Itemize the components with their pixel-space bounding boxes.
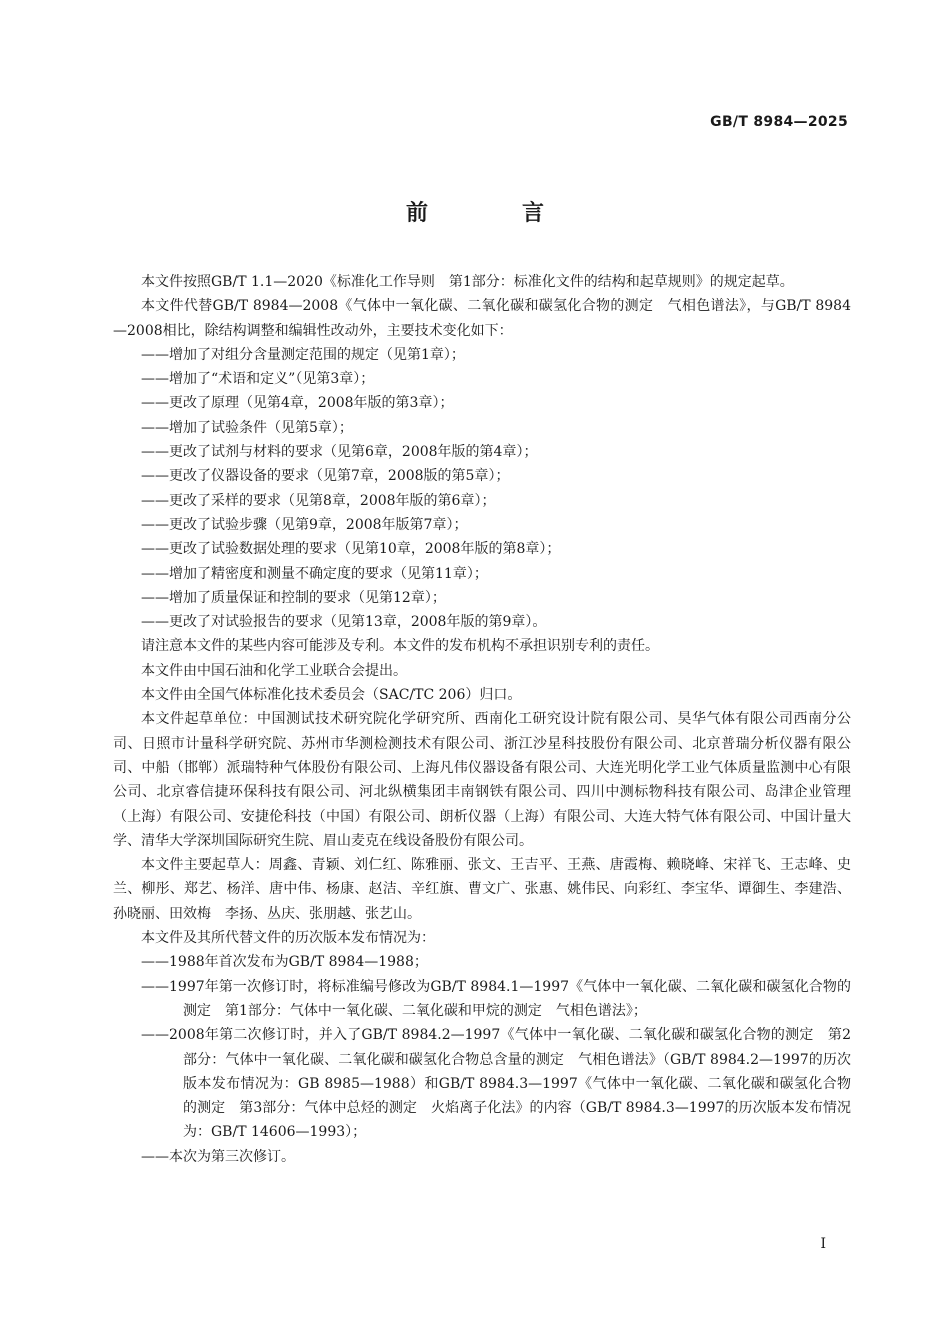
list-item: ——2008年第二次修订时，并入了GB/T 8984.2—1997《气体中一氧化碳、二氧化碳和碳氢化合物的测定 第2部分：气体中一氧化碳、二氧化碳和碳氢化合物总含量的测定 气相色谱法》（GB/T 8984.2—1997的历次版本发布情况为：GB 8985—1988）和GB/T 8984.3—1997《气体中一氧化碳、二氧化碳和碳氢化合物的测定 第3部分：气体中总烃的测定 火焰离子化法》的内容（GB/T 8984.3—1997的历次版本发布情况为：GB/T 14606—1993）； — [141, 1027, 851, 1141]
proposer-statement: 本文件由中国石油和化学工业联合会提出。 — [141, 662, 407, 679]
foreword-body — [113, 270, 851, 1169]
list-item: ——更改了仪器设备的要求（见第7章，2008版的第5章）； — [141, 468, 510, 485]
page-title: 前 言 — [405, 201, 580, 226]
list-item: ——增加了质量保证和控制的要求（见第12章）； — [141, 589, 446, 606]
list-item: ——增加了精密度和测量不确定度的要求（见第11章）； — [141, 565, 488, 582]
list-item: ——更改了对试验报告的要求（见第13章，2008年版的第9章）。 — [141, 614, 547, 631]
intro-paragraph: 本文件按照GB/T 1.1—2020《标准化工作导则 第1部分：标准化文件的结构和起草规则》的规定起草。 — [141, 274, 794, 290]
list-item: ——更改了试验数据处理的要求（见第10章，2008年版的第8章）； — [141, 541, 561, 558]
list-item: ——增加了对组分含量测定范围的规定（见第1章）； — [141, 346, 465, 363]
standard-code-header: GB/T 8984—2025 — [710, 114, 848, 130]
list-item: ——增加了试验条件（见第5章）； — [141, 419, 353, 436]
list-item: ——更改了试剂与材料的要求（见第6章，2008年版的第4章）； — [141, 444, 538, 461]
list-item: ——更改了试验步骤（见第9章，2008年版第7章）； — [141, 516, 468, 533]
list-item: ——1997年第一次修订时，将标准编号修改为GB/T 8984.1—1997《气体中一氧化碳、二氧化碳和碳氢化合物的测定 第1部分：气体中一氧化碳、二氧化碳和甲烷的测定 气相色谱法》； — [141, 978, 851, 1019]
drafting-units: 本文件起草单位：中国测试技术研究院化学研究所、西南化工研究设计院有限公司、昊华气体有限公司西南分公司、日照市计量科学研究院、苏州市华测检测技术有限公司、浙江沙星科技股份有限公司、北京普瑞分析仪器有限公司、中船（邯郸）派瑞特种气体股份有限公司、上海凡伟仪器设备有限公司、大连光明化学工业气体质量监测中心有限公司、北京睿信捷环保科技有限公司、河北纵横集团丰南钢铁有限公司、四川中测标物科技有限公司、岛津企业管理（上海）有限公司、安捷伦科技（中国）有限公司、朗析仪器（上海）有限公司、大连大特气体有限公司、中国计量大学、清华大学深圳国际研究生院、眉山麦克在线设备股份有限公司。 — [113, 711, 851, 849]
list-item: ——本次为第三次修订。 — [141, 1148, 295, 1165]
list-item: ——更改了原理（见第4章，2008年版的第3章）； — [141, 395, 454, 412]
drafters: 本文件主要起草人：周鑫、青颖、刘仁红、陈雅丽、张文、王吉平、王燕、唐霞梅、赖晓峰、宋祥飞、王志峰、史兰、柳彤、郑艺、杨洋、唐中伟、杨康、赵洁、辛红旗、曹文广、张惠、姚伟民、向彩红、李宝华、谭御生、李建浩、孙晓丽、田效梅 李扬、丛庆、张朋越、张艺山。 — [113, 857, 851, 922]
version-history-list — [113, 950, 851, 1169]
list-item: ——更改了采样的要求（见第8章，2008年版的第6章）； — [141, 492, 496, 509]
list-item: ——增加了“术语和定义”（见第3章）； — [141, 371, 375, 388]
technical-changes-list — [113, 343, 851, 635]
intro-paragraph: 本文件代替GB/T 8984—2008《气体中一氧化碳、二氧化碳和碳氢化合物的测定 气相色谱法》，与GB/T 8984—2008相比，除结构调整和编辑性改动外，主要技术变化如下： — [113, 298, 851, 339]
patent-notice: 请注意本文件的某些内容可能涉及专利。本文件的发布机构不承担识别专利的责任。 — [141, 638, 659, 655]
committee-statement: 本文件由全国气体标准化技术委员会（SAC/TC 206）归口。 — [141, 687, 522, 704]
page-number: I — [820, 1236, 826, 1252]
history-heading: 本文件及其所代替文件的历次版本发布情况为： — [141, 930, 435, 947]
list-item: ——1988年首次发布为GB/T 8984—1988； — [141, 954, 428, 971]
